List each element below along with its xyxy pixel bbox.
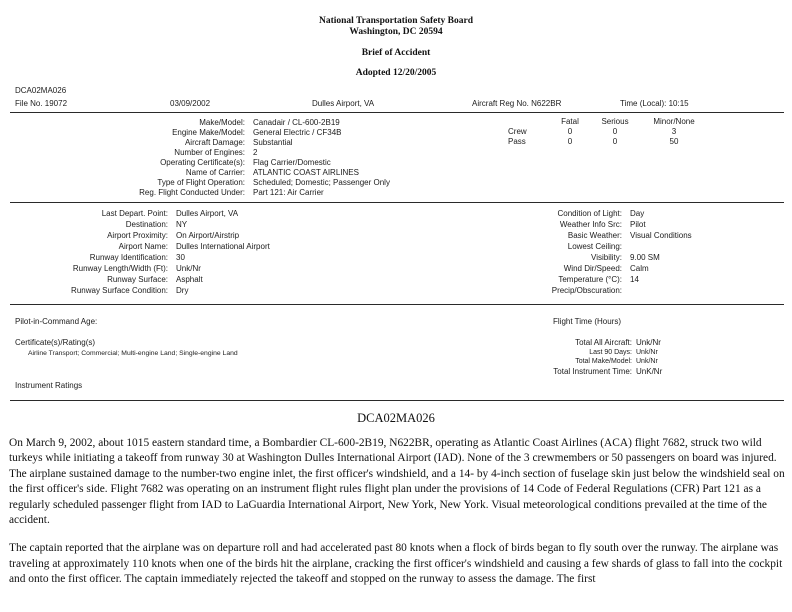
row-label: Wind Dir/Speed: xyxy=(563,264,622,273)
injury-value: 3 xyxy=(671,127,677,136)
injury-col-serious: Serious xyxy=(601,117,629,126)
accident-location: Dulles Airport, VA xyxy=(312,99,375,108)
row-visibility xyxy=(480,252,692,263)
narrative-case-id: DCA02MA026 xyxy=(357,411,435,425)
accident-date: 03/09/2002 xyxy=(170,99,211,108)
row-label: Last Depart. Point: xyxy=(101,209,168,218)
narrative-paragraph-2: The captain reported that the airplane was on departure roll and had accelerated past 80 knots when a flock of birds began to fly south over the runway. The airplane was traveling at approximately 110 knots when one of the birds hit the airplane, cracking the first officer's windshield and causing a few shards of glass to fall into the cockpit and onto the first officer. The captain immediately rejected the takeoff and stopped on the runway to assess the damage. The first xyxy=(9,542,783,586)
row-value: Dulles International Airport xyxy=(176,242,270,251)
case-id: DCA02MA026 xyxy=(15,86,67,95)
row-label: Temperature (°C): xyxy=(558,275,622,284)
narrative-text xyxy=(9,436,788,601)
row-value: On Airport/Airstrip xyxy=(176,231,240,240)
row-runway-length-width xyxy=(8,263,270,274)
row-value: Dry xyxy=(176,286,189,295)
row-label: Reg. Flight Conducted Under: xyxy=(139,188,245,197)
row-number-of-engines xyxy=(8,148,390,158)
aircraft-registration: Aircraft Reg No. N622BR xyxy=(472,99,562,108)
certificates-ratings-label: Certificate(s)/Rating(s) xyxy=(15,338,96,347)
injury-col-fatal: Fatal xyxy=(561,117,579,126)
divider-line xyxy=(10,112,784,113)
injury-col-minor-none: Minor/None xyxy=(653,117,695,126)
row-last-depart-point xyxy=(8,208,270,219)
row-label: Number of Engines: xyxy=(174,148,245,157)
row-value: UnK/Nr xyxy=(636,366,663,376)
row-runway-surface-condition xyxy=(8,285,270,296)
row-basic-weather xyxy=(480,230,692,241)
row-value: Unk/Nr xyxy=(636,358,658,365)
row-type-of-flight-operation xyxy=(8,178,390,188)
narrative-paragraph-1: On March 9, 2002, about 1015 eastern standard time, a Bombardier CL-600-2B19, N622BR, operating as Atlantic Coast Airlines (ACA) flight 7682, struck two wild turkeys while initiating a takeoff from runway 30 at Washington Dulles International Airport (IAD). None of the 3 crewmembers or 50 passengers on board was injured. The airplane sustained damage to the number-two engine inlet, the first officer's windshield, and a 14- by 4-inch section of fuselage skin just below the windshield seal on the first officer's side. Flight 7682 was operating on an instrument flight rules flight plan under the provisions of 14 Code of Federal Regulations (CFR) Part 121 as a regularly scheduled passenger flight from IAD to LaGuardia International Airport, New York, New York. Visual meteorological conditions prevailed at the time of the accident. xyxy=(9,437,785,527)
row-aircraft-damage xyxy=(8,138,390,148)
row-value: Canadair / CL-600-2B19 xyxy=(253,118,340,127)
row-value: 30 xyxy=(176,253,185,262)
file-number: File No. 19072 xyxy=(15,99,68,108)
row-wind-dir-speed xyxy=(480,263,692,274)
row-value: NY xyxy=(176,220,188,229)
row-label: Condition of Light: xyxy=(557,209,622,218)
injury-value: 0 xyxy=(612,127,618,136)
row-label: Visibility: xyxy=(591,253,622,262)
row-lowest-ceiling xyxy=(480,241,692,252)
row-value: Dulles Airport, VA xyxy=(176,209,239,218)
aircraft-info-block xyxy=(8,118,390,198)
injury-value: 0 xyxy=(612,137,618,146)
row-label: Operating Certificate(s): xyxy=(160,158,245,167)
row-last-90-days xyxy=(480,348,662,358)
row-total-instrument-time xyxy=(480,367,662,377)
row-condition-of-light xyxy=(480,208,692,219)
row-label: Basic Weather: xyxy=(567,231,622,240)
row-label: Name of Carrier: xyxy=(185,168,245,177)
adopted-date: Adopted 12/20/2005 xyxy=(355,68,437,78)
flight-details-block xyxy=(8,208,270,296)
row-name-of-carrier xyxy=(8,168,390,178)
row-value: Calm xyxy=(630,264,649,273)
row-make-model xyxy=(8,118,390,128)
injury-value: 0 xyxy=(567,137,573,146)
row-label: Runway Length/Width (Ft): xyxy=(72,264,168,273)
row-operating-certificates xyxy=(8,158,390,168)
agency-header xyxy=(0,16,792,38)
row-value: Unk/Nr xyxy=(176,264,201,273)
row-engine-make-model xyxy=(8,128,390,138)
row-value: Part 121: Air Carrier xyxy=(253,188,324,197)
injury-row-crew xyxy=(500,127,708,137)
row-label: Make/Model: xyxy=(199,118,245,127)
row-value: General Electric / CF34B xyxy=(253,128,342,137)
row-value: ATLANTIC COAST AIRLINES xyxy=(253,168,359,177)
row-value: 2 xyxy=(253,148,258,157)
row-reg-flight-conducted-under xyxy=(8,188,390,198)
row-value: Unk/Nr xyxy=(636,348,658,356)
row-runway-surface xyxy=(8,274,270,285)
row-airport-proximity xyxy=(8,230,270,241)
injury-header-row xyxy=(500,117,708,127)
row-value: Asphalt xyxy=(176,275,203,284)
divider-line xyxy=(10,400,784,401)
row-label: Runway Identification: xyxy=(89,253,168,262)
row-value: Substantial xyxy=(253,138,293,147)
row-label: Total Instrument Time: xyxy=(553,366,632,376)
row-value: 9.00 SM xyxy=(630,253,660,262)
row-label: Weather Info Src: xyxy=(559,220,622,229)
weather-details-block xyxy=(480,208,692,296)
row-weather-info-src xyxy=(480,219,692,230)
row-value: Pilot xyxy=(630,220,646,229)
divider-line xyxy=(10,202,784,203)
injury-value: 50 xyxy=(669,137,679,146)
row-temperature xyxy=(480,274,692,285)
row-label: Precip/Obscuration: xyxy=(551,286,622,295)
row-label: Airport Proximity: xyxy=(107,231,168,240)
row-value: Unk/Nr xyxy=(636,338,661,347)
injury-table xyxy=(500,117,708,147)
row-total-all-aircraft xyxy=(480,338,662,348)
row-value: Scheduled; Domestic; Passenger Only xyxy=(253,178,390,187)
row-label: Last 90 Days: xyxy=(589,348,632,356)
row-label: Type of Flight Operation: xyxy=(157,178,245,187)
row-label: Airport Name: xyxy=(118,242,168,251)
row-value: Visual Conditions xyxy=(630,231,692,240)
row-label: Runway Surface Condition: xyxy=(71,286,168,295)
row-airport-name xyxy=(8,241,270,252)
row-label: Lowest Ceiling: xyxy=(567,242,622,251)
row-destination xyxy=(8,219,270,230)
injury-row-label: Crew xyxy=(508,127,527,136)
row-label: Destination: xyxy=(125,220,168,229)
flight-time-title: Flight Time (Hours) xyxy=(553,317,622,326)
certificates-ratings-value: Airline Transport; Commercial; Multi-engine Land; Single-engine Land xyxy=(28,350,238,357)
row-precip-obscuration xyxy=(480,285,692,296)
injury-row-pass xyxy=(500,137,708,147)
row-label: Total Make/Model: xyxy=(575,358,632,365)
document-title: Brief of Accident xyxy=(361,48,431,58)
agency-name: National Transportation Safety Board xyxy=(318,16,474,26)
row-value: 14 xyxy=(630,275,639,284)
row-runway-identification xyxy=(8,252,270,263)
row-label: Engine Make/Model: xyxy=(172,128,245,137)
row-total-make-model xyxy=(480,357,662,367)
row-label: Total All Aircraft: xyxy=(575,338,632,347)
pilot-in-command-age-label: Pilot-in-Command Age: xyxy=(15,317,98,326)
injury-corner-cell xyxy=(500,117,550,127)
local-time: Time (Local): 10:15 xyxy=(620,99,689,108)
row-value: Day xyxy=(630,209,645,218)
row-value: Flag Carrier/Domestic xyxy=(253,158,331,167)
row-label: Aircraft Damage: xyxy=(184,138,245,147)
flight-time-block xyxy=(480,338,662,376)
agency-address: Washington, DC 20594 xyxy=(349,27,443,37)
divider-line xyxy=(10,304,784,305)
row-label: Runway Surface: xyxy=(107,275,168,284)
instrument-ratings-label: Instrument Ratings xyxy=(15,381,83,390)
injury-row-label: Pass xyxy=(508,137,526,146)
injury-value: 0 xyxy=(567,127,573,136)
